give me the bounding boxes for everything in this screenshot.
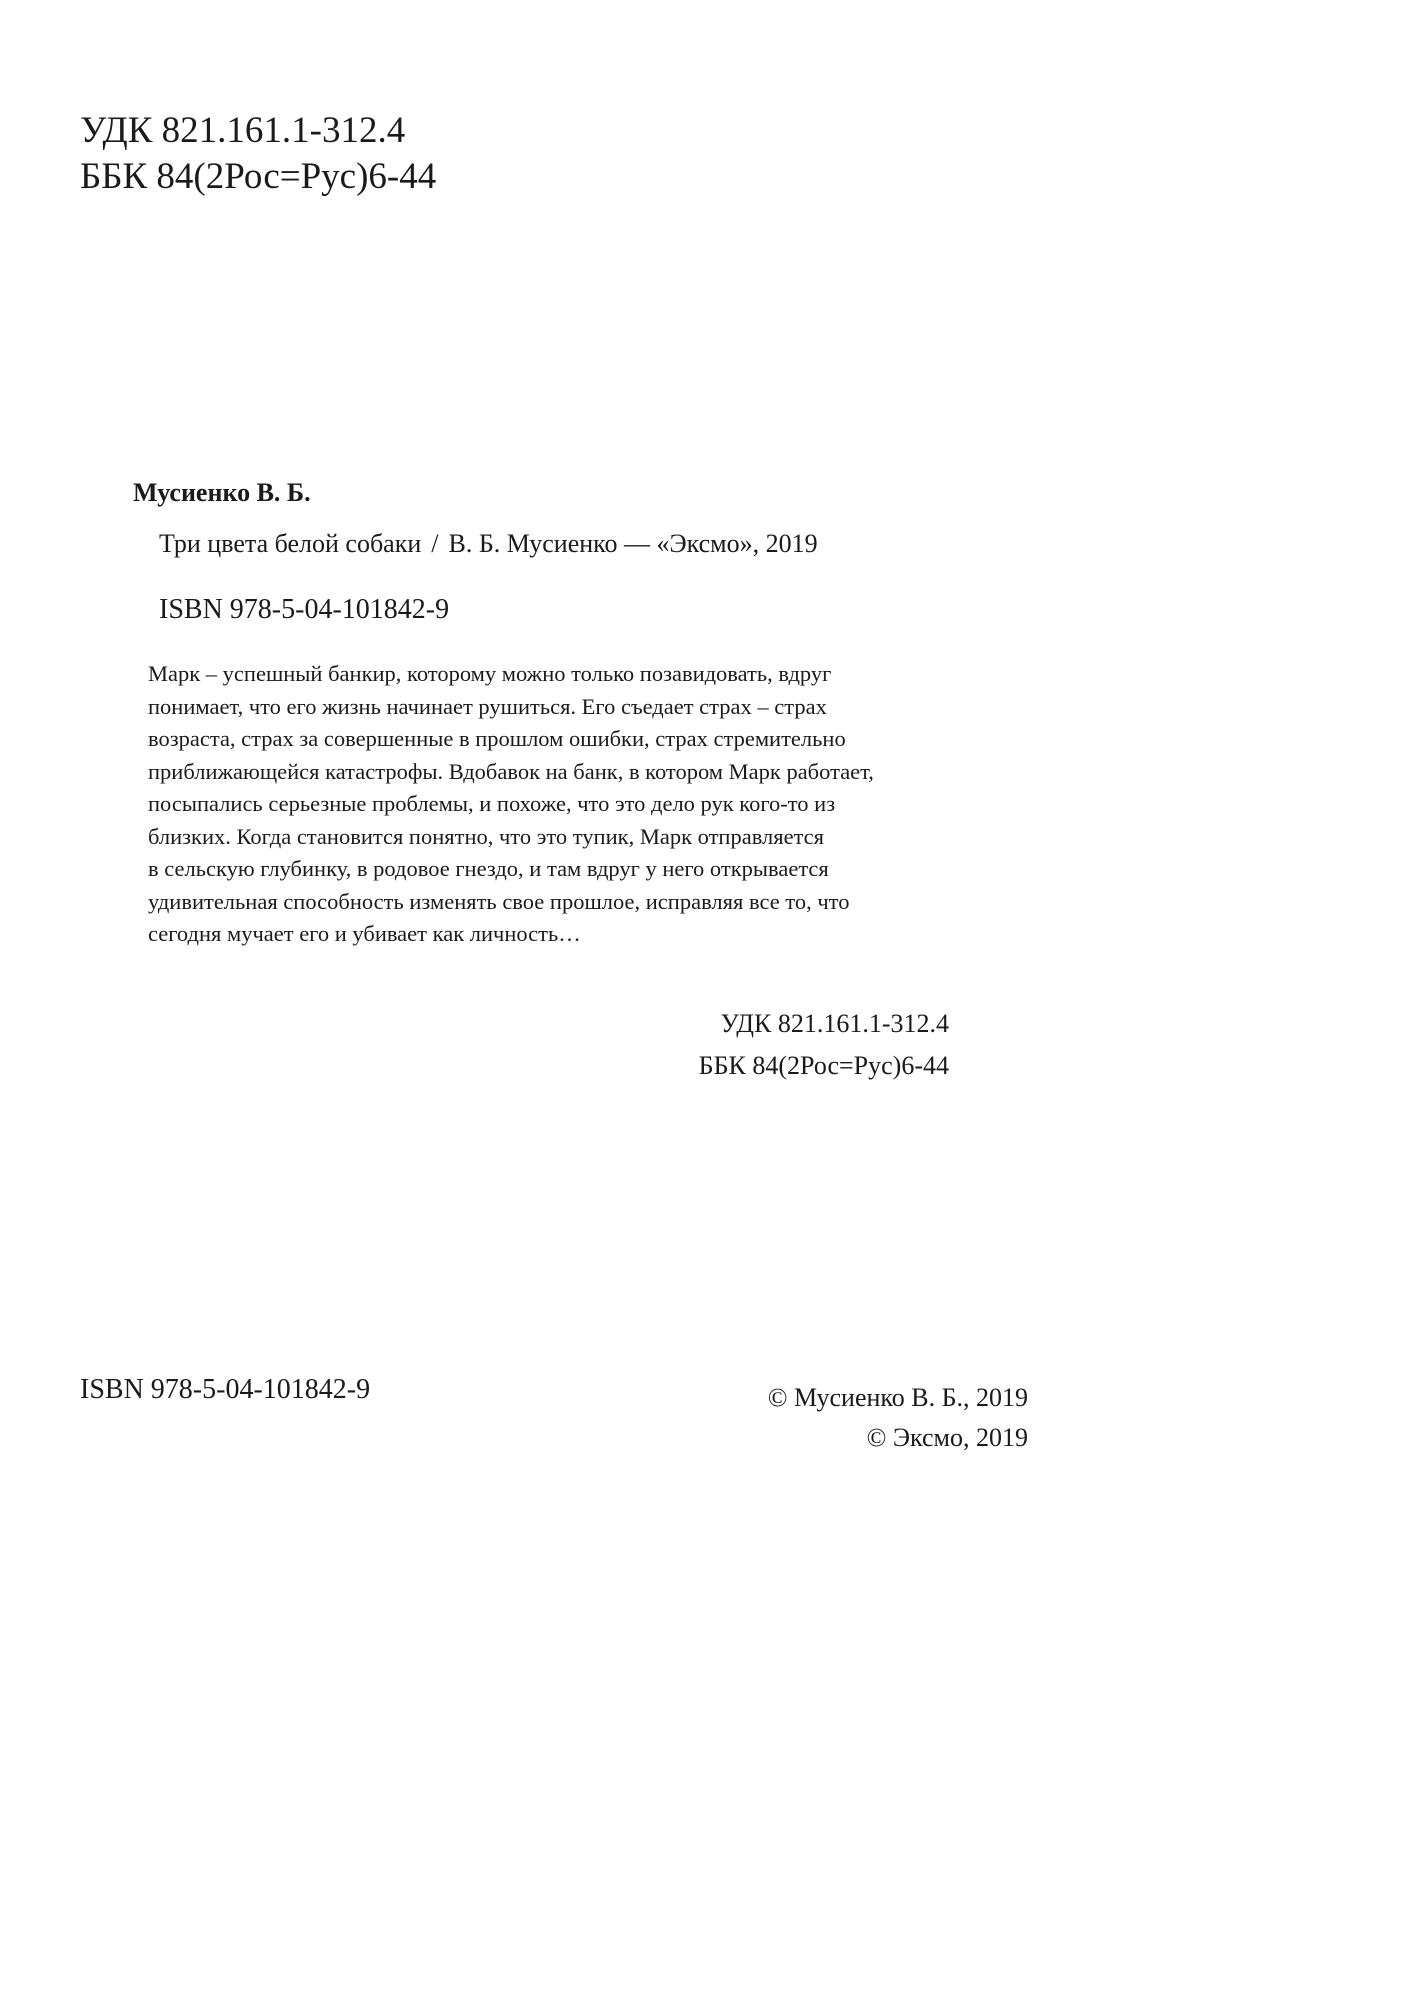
bbk-code: ББК 84(2Рос=Рус)6-44 bbox=[698, 1051, 949, 1080]
copyright-author: © Мусиенко В. Б., 2019 bbox=[767, 1383, 1028, 1412]
title-separator: / bbox=[431, 529, 439, 558]
annotation-line: возраста, страх за совершенные в прошлом ошибки, страх стремительно bbox=[148, 726, 846, 751]
bibliographic-title-line bbox=[159, 529, 818, 559]
annotation-line: приближающейся катастрофы. Вдобавок на банк, в котором Марк работает, bbox=[148, 758, 874, 784]
isbn-footer: ISBN 978-5-04-101842-9 bbox=[80, 1374, 371, 1405]
annotation-line: понимает, что его жизнь начинает рушиться. Его съедает страх – страх bbox=[148, 693, 827, 719]
top-classification-codes bbox=[80, 108, 436, 200]
isbn-record: ISBN 978-5-04-101842-9 bbox=[159, 594, 450, 625]
right-classification-codes bbox=[699, 1003, 949, 1087]
annotation bbox=[148, 658, 1008, 951]
annotation-line: сегодня мучает его и убивает как личность… bbox=[148, 921, 581, 946]
book-title: Три цвета белой собаки bbox=[159, 529, 422, 558]
statement-of-responsibility: В. Б. Мусиенко — «Эксмо», bbox=[448, 529, 760, 558]
annotation-line: удивительная способность изменять свое прошлое, исправляя все то, что bbox=[148, 888, 850, 914]
bbk-code: ББК 84(2Рос=Рус)6-44 bbox=[80, 156, 437, 197]
author-heading: Мусиенко В. Б. bbox=[133, 478, 311, 507]
udk-code: УДК 821.161.1-312.4 bbox=[80, 110, 406, 151]
udk-code: УДК 821.161.1-312.4 bbox=[720, 1009, 949, 1038]
copyright-block bbox=[768, 1378, 1028, 1458]
copyright-publisher: © Эксмо, 2019 bbox=[866, 1423, 1028, 1452]
annotation-line: близких. Когда становится понятно, что это тупик, Марк отправляется bbox=[148, 823, 825, 849]
publication-year: 2019 bbox=[765, 529, 818, 558]
annotation-line: посыпались серьезные проблемы, и похоже, что это дело рук кого-то из bbox=[148, 791, 836, 816]
annotation-line: Марк – успешный банкир, которому можно только позавидовать, вдруг bbox=[148, 661, 832, 686]
annotation-line: в сельскую глубинку, в родовое гнездо, и там вдруг у него открывается bbox=[148, 856, 829, 881]
